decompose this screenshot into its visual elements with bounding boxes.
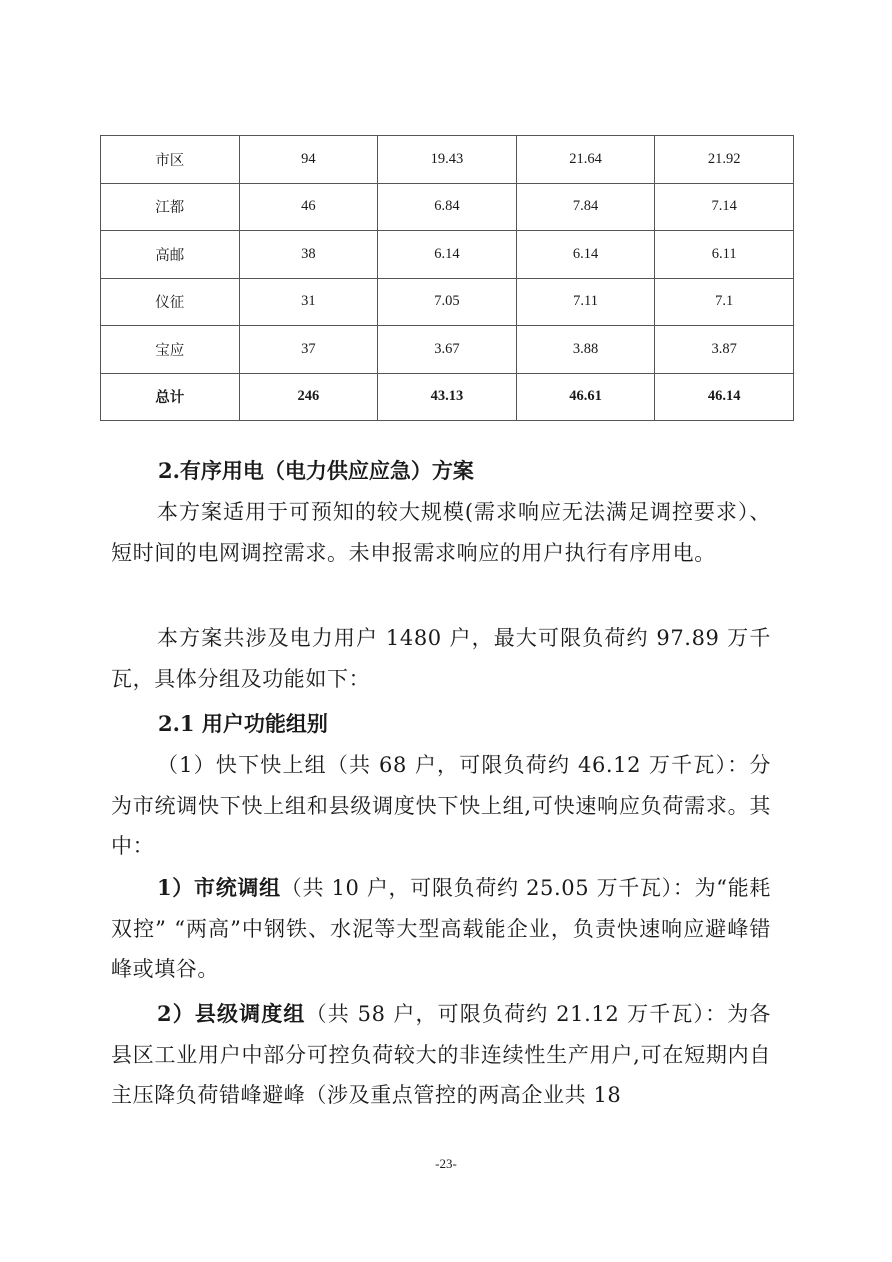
total-cell: 46.14 <box>655 373 794 421</box>
table-cell: 6.14 <box>516 231 655 279</box>
section-heading-2-1: 2.1 用户功能组别 <box>158 711 328 736</box>
section-heading-2: 2.有序用电（电力供应应急）方案 <box>158 458 474 483</box>
county-group-text: （共 58 户，可限负荷约 21.12 万千瓦）：为各县区工业用户中部分可控负荷较大的非连续性生产用户,可在短期内自主压降负荷错峰避峰（涉及重点管控的两高企业共 18 <box>111 1002 772 1107</box>
table-cell: 7.84 <box>516 183 655 231</box>
table-cell: 6.14 <box>378 231 517 279</box>
paragraph-scope: 本方案适用于可预知的较大规模(需求响应无法满足调控要求）、短时间的电网调控需求。未申报需求响应的用户执行有序用电。 <box>111 500 771 565</box>
table-row <box>101 278 794 326</box>
table-cell-region: 江都 <box>101 183 240 231</box>
table-cell-region: 市区 <box>101 136 240 184</box>
paragraph-county-group <box>111 994 771 1116</box>
table-body <box>101 136 794 421</box>
paragraph-city-group <box>111 868 771 990</box>
city-group-label: 1）市统调组 <box>157 875 281 900</box>
total-cell: 43.13 <box>378 373 517 421</box>
load-table <box>100 135 794 421</box>
table-cell: 7.1 <box>655 278 794 326</box>
table-total-row <box>101 373 794 421</box>
page-number: -23- <box>435 1156 457 1171</box>
paragraph-fast-group: （1）快下快上组（共 68 户，可限负荷约 46.12 万千瓦）：分为市统调快下快上组和县级调度快下快上组,可快速响应负荷需求。其中： <box>111 753 771 858</box>
table-cell: 7.11 <box>516 278 655 326</box>
total-cell: 246 <box>239 373 378 421</box>
county-group-label: 2）县级调度组 <box>157 1001 306 1026</box>
table-cell: 3.87 <box>655 326 794 374</box>
table-cell: 46 <box>239 183 378 231</box>
table-cell-region: 宝应 <box>101 326 240 374</box>
table-cell: 37 <box>239 326 378 374</box>
table-row <box>101 326 794 374</box>
table-cell: 19.43 <box>378 136 517 184</box>
table-cell: 3.67 <box>378 326 517 374</box>
table-row <box>101 136 794 184</box>
table-cell: 6.84 <box>378 183 517 231</box>
table-cell: 94 <box>239 136 378 184</box>
table-cell-region: 高邮 <box>101 231 240 279</box>
total-label: 总计 <box>101 373 240 421</box>
table-cell: 31 <box>239 278 378 326</box>
paragraph-overview: 本方案共涉及电力用户 1480 户，最大可限负荷约 97.89 万千瓦，具体分组及功能如下： <box>111 626 771 691</box>
table-cell: 21.64 <box>516 136 655 184</box>
table-cell: 3.88 <box>516 326 655 374</box>
total-cell: 46.61 <box>516 373 655 421</box>
table-cell: 21.92 <box>655 136 794 184</box>
table-row <box>101 231 794 279</box>
table-cell: 38 <box>239 231 378 279</box>
table-cell-region: 仪征 <box>101 278 240 326</box>
table-cell: 6.11 <box>655 231 794 279</box>
table-row <box>101 183 794 231</box>
table-cell: 7.14 <box>655 183 794 231</box>
table-cell: 7.05 <box>378 278 517 326</box>
city-group-text: （共 10 户，可限负荷约 25.05 万千瓦）：为“能耗双控” “两高”中钢铁、水泥等大型高载能企业，负责快速响应避峰错峰或填谷。 <box>111 876 771 981</box>
